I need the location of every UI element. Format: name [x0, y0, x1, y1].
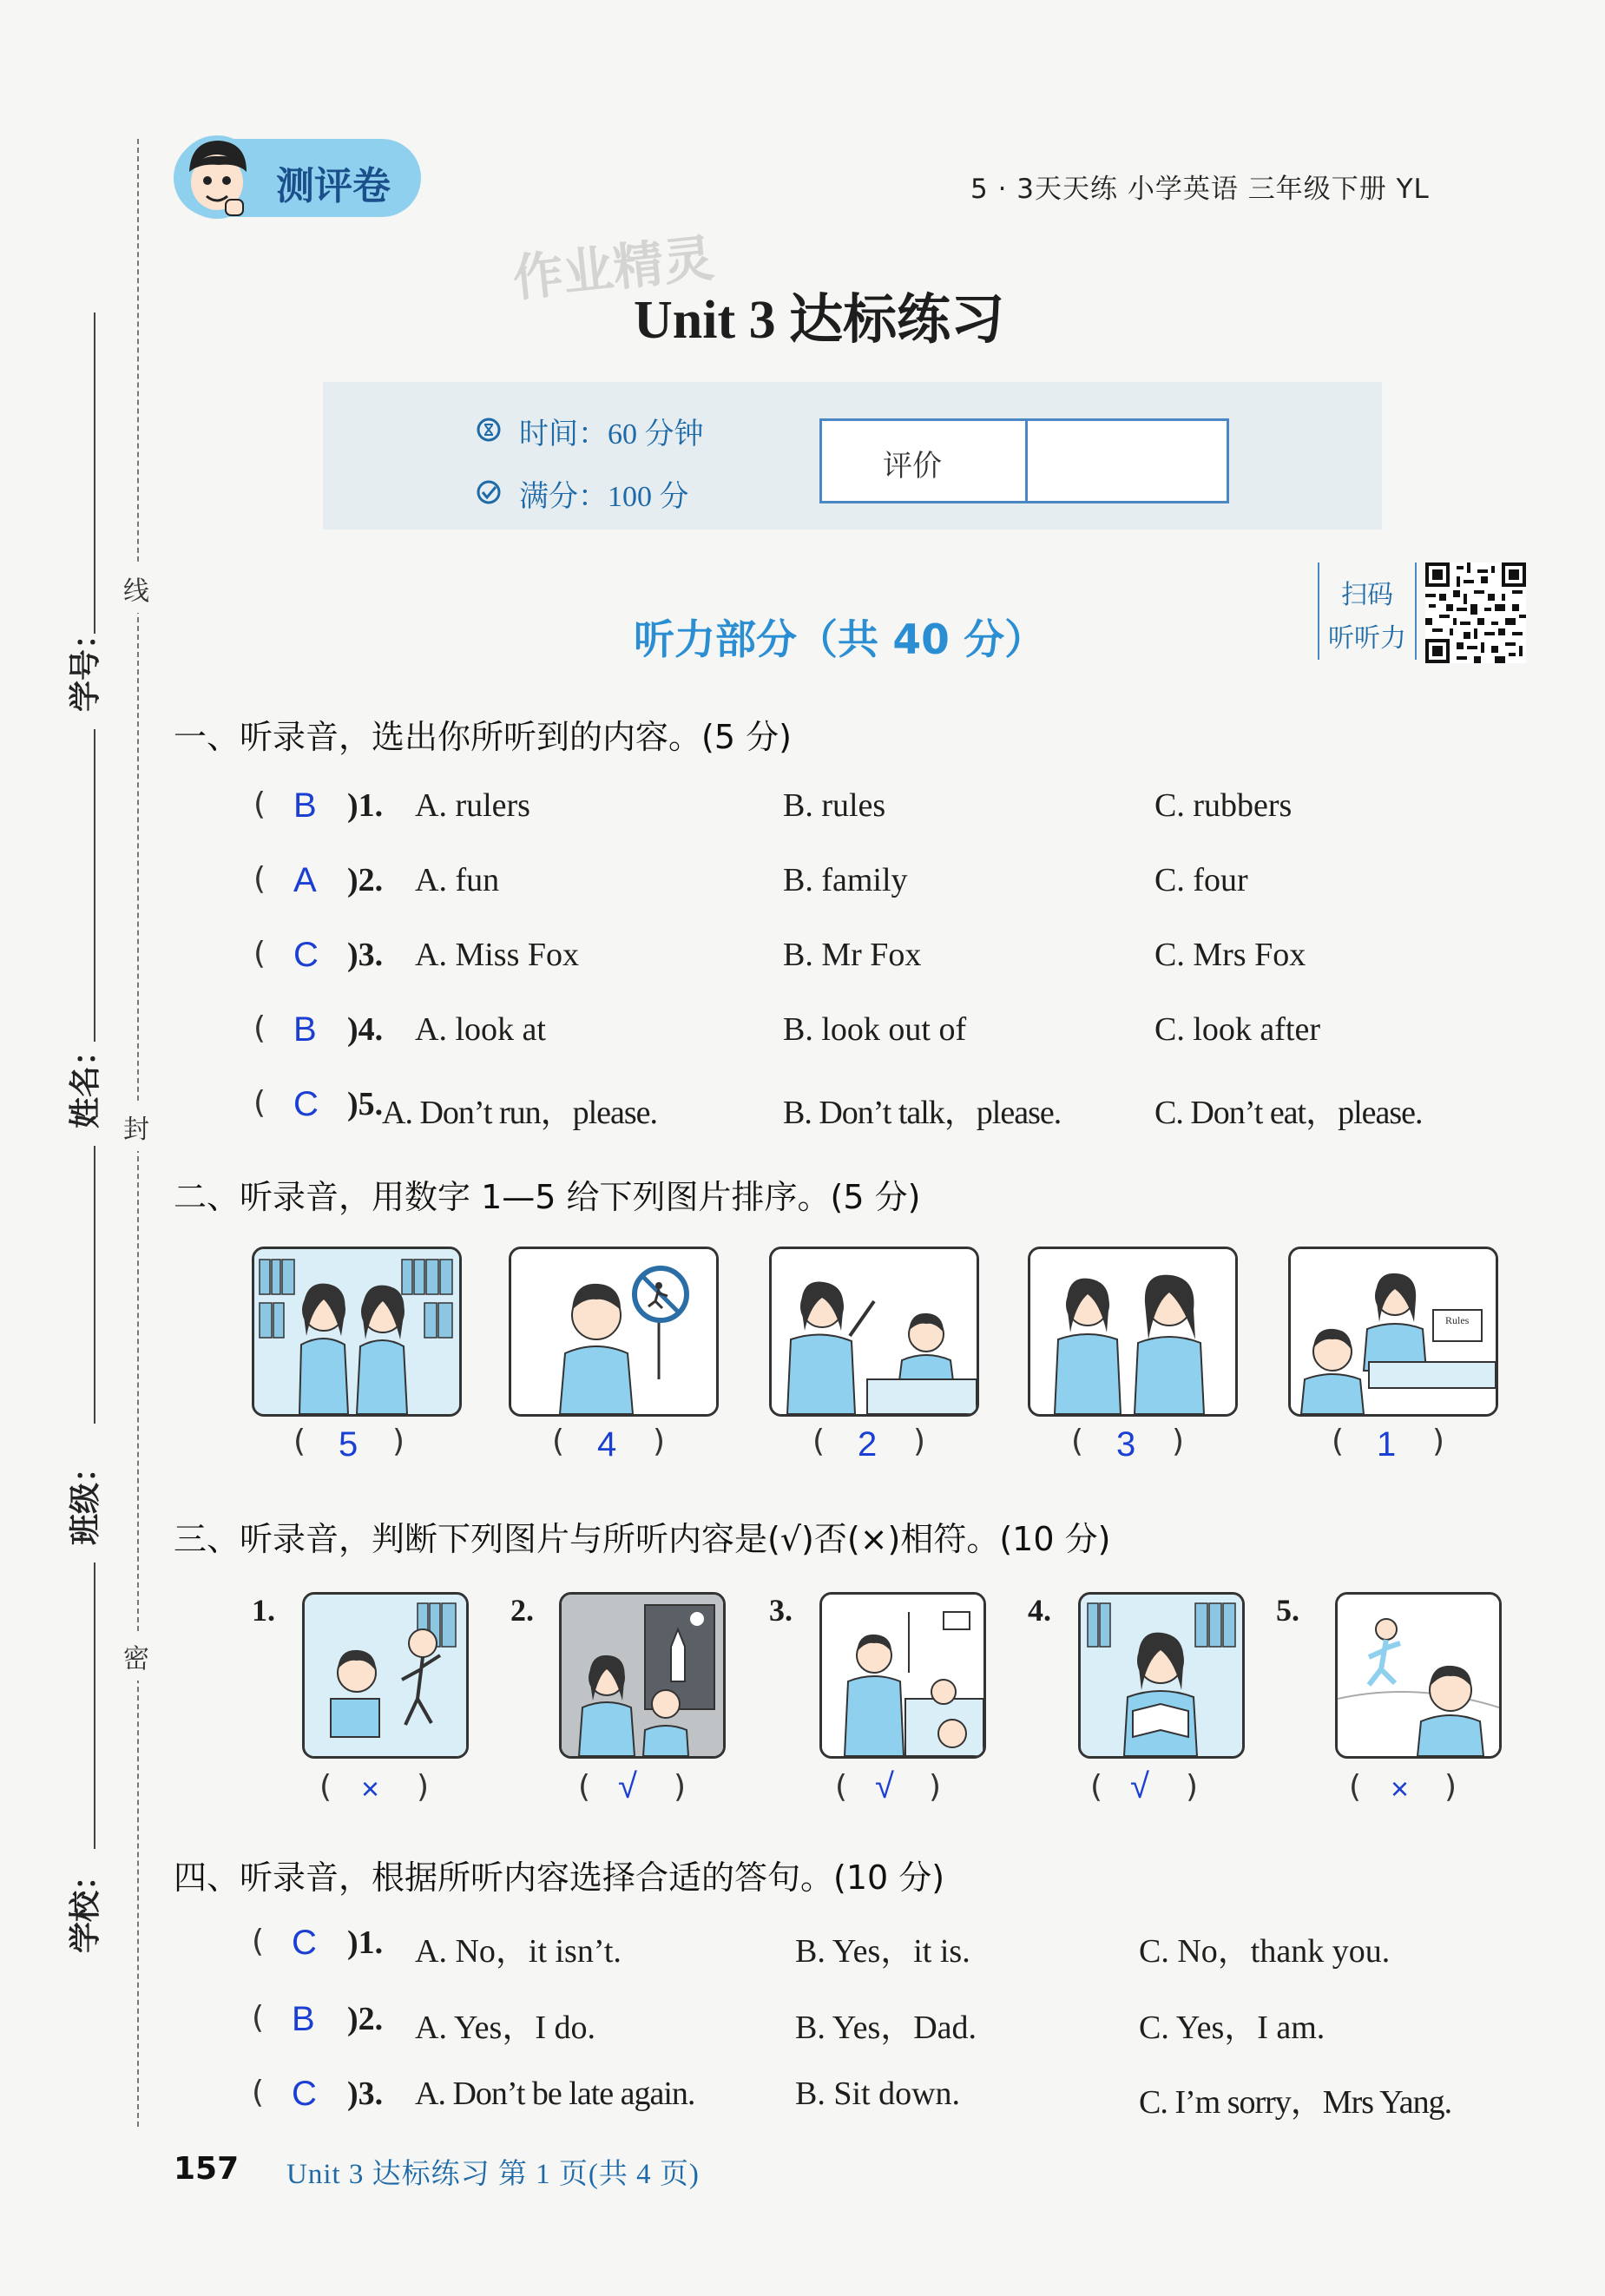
- option-c: C. look after: [1154, 1011, 1321, 1048]
- option-c: C. Don’t eat，please.: [1154, 1095, 1423, 1131]
- option-a: A. Don’t be late again.: [415, 2076, 695, 2112]
- picture-space-shuttle-poster: [559, 1592, 726, 1759]
- order-answer[interactable]: 1: [1377, 1425, 1397, 1464]
- watermark: 作业精灵: [510, 228, 717, 308]
- option-c: C. Yes，I am.: [1139, 2010, 1325, 2046]
- judge-answer[interactable]: √: [875, 1767, 894, 1806]
- picture-boy-no-running-sign: [509, 1247, 719, 1417]
- page-title: Unit 3 达标练习: [634, 291, 1005, 350]
- answer-bracket: (: [253, 786, 266, 822]
- question-number: )1.: [347, 1924, 384, 1961]
- student-id-line[interactable]: [94, 312, 95, 634]
- part3-heading: 三、听录音，判断下列图片与所听内容是(√)否(×)相符。(10 分): [174, 1520, 1111, 1558]
- answer-bracket: (: [252, 2075, 265, 2110]
- order-answer[interactable]: 5: [339, 1425, 358, 1464]
- class-line[interactable]: [94, 1146, 95, 1424]
- answer-bracket: (: [253, 1010, 266, 1046]
- answer-bracket: ): [1432, 1424, 1445, 1459]
- answer-bracket: (: [835, 1769, 848, 1805]
- answer-bracket: ): [653, 1424, 666, 1459]
- answer-bracket: (: [1071, 1424, 1084, 1459]
- school-line[interactable]: [94, 1562, 95, 1849]
- question-number: )3.: [347, 2076, 384, 2112]
- question-number: )1.: [347, 787, 384, 824]
- qr-code-icon[interactable]: [1425, 562, 1526, 663]
- answer-blank[interactable]: C: [293, 1085, 319, 1123]
- part2-heading: 二、听录音，用数字 1—5 给下列图片排序。(5 分): [174, 1178, 921, 1216]
- option-b: B. Sit down.: [795, 2076, 961, 2112]
- footer-caption: Unit 3 达标练习 第 1 页(共 4 页): [286, 2159, 700, 2190]
- question-number: )3.: [347, 937, 384, 973]
- question-number: )2.: [347, 2001, 384, 2037]
- picture-number: 1.: [252, 1593, 275, 1628]
- option-a: A. Yes，I do.: [415, 2010, 595, 2046]
- answer-bracket: ): [1444, 1769, 1457, 1805]
- picture-library-girls: [252, 1247, 462, 1417]
- answer-blank[interactable]: C: [293, 936, 319, 974]
- option-c: C. Mrs Fox: [1154, 937, 1306, 973]
- answer-bracket: (: [253, 936, 266, 971]
- picture-number: 3.: [769, 1593, 793, 1628]
- page-number: 157: [174, 2151, 240, 2187]
- answer-bracket: ): [1186, 1769, 1199, 1805]
- answer-bracket: ): [929, 1769, 942, 1805]
- answer-bracket: ): [392, 1424, 405, 1459]
- answer-bracket: (: [1349, 1769, 1362, 1805]
- part4-heading: 四、听录音，根据所听内容选择合适的答句。(10 分): [174, 1859, 945, 1897]
- picture-classroom-rules: [1288, 1247, 1498, 1417]
- order-answer[interactable]: 4: [597, 1425, 617, 1464]
- answer-blank[interactable]: B: [293, 786, 317, 825]
- answer-bracket: (: [252, 1924, 265, 1959]
- part1-heading: 一、听录音，选出你所听到的内容。(5 分): [174, 718, 792, 756]
- option-c: C. I’m sorry，Mrs Yang.: [1139, 2084, 1452, 2121]
- series-info: 5 · 3天天练 小学英语 三年级下册 YL: [970, 174, 1430, 205]
- class-label: 班级：: [68, 1451, 103, 1545]
- answer-bracket: (: [253, 1085, 266, 1121]
- answer-blank[interactable]: C: [292, 1924, 317, 1962]
- option-b: B. family: [783, 862, 908, 898]
- option-b: B. Yes，it is.: [795, 1933, 970, 1970]
- option-a: A. Miss Fox: [415, 937, 579, 973]
- judge-answer[interactable]: ×: [361, 1771, 380, 1806]
- option-a: A. Don’t run，please.: [382, 1095, 658, 1131]
- check-icon: [476, 479, 502, 505]
- picture-two-girls-talking: [1028, 1247, 1238, 1417]
- answer-bracket: (: [578, 1769, 591, 1805]
- option-c: C. four: [1154, 862, 1248, 898]
- answer-bracket: ): [913, 1424, 926, 1459]
- option-b: B. look out of: [783, 1011, 967, 1048]
- option-a: A. look at: [415, 1011, 546, 1048]
- rules-sign-text: Rules: [1445, 1314, 1470, 1326]
- answer-bracket: (: [253, 861, 266, 897]
- evaluation-label: 评价: [883, 451, 942, 483]
- option-c: C. rubbers: [1154, 787, 1293, 824]
- option-b: B. Mr Fox: [783, 937, 922, 973]
- answer-blank[interactable]: C: [292, 2075, 317, 2113]
- option-b: B. rules: [783, 787, 886, 824]
- picture-number: 5.: [1276, 1593, 1299, 1628]
- picture-reading-and-running: [302, 1592, 469, 1759]
- option-b: B. Yes，Dad.: [795, 2010, 977, 2046]
- question-number: )4.: [347, 1011, 384, 1048]
- name-label: 姓名：: [68, 1034, 103, 1128]
- picture-number: 2.: [510, 1593, 534, 1628]
- question-number: )2.: [347, 862, 384, 898]
- question-number: )5.: [347, 1086, 384, 1122]
- option-a: A. rulers: [415, 787, 530, 824]
- student-id-label: 学号：: [68, 617, 103, 712]
- evaluation-box: [819, 418, 1229, 503]
- answer-bracket: ): [417, 1769, 430, 1805]
- answer-bracket: (: [252, 2000, 265, 2036]
- answer-bracket: (: [319, 1769, 332, 1805]
- cut-word-xian: 线: [123, 564, 149, 613]
- clock-icon: [476, 417, 502, 443]
- picture-number: 4.: [1028, 1593, 1051, 1628]
- picture-girl-reading-library: [1078, 1592, 1245, 1759]
- listening-section-title: 听力部分（共 40 分）: [634, 616, 1046, 664]
- answer-bracket: (: [1090, 1769, 1103, 1805]
- cut-word-mi: 密: [123, 1632, 149, 1681]
- option-a: A. fun: [415, 862, 500, 898]
- picture-hospital-nurse: [819, 1592, 986, 1759]
- evaluation-divider: [1025, 421, 1028, 501]
- answer-bracket: (: [812, 1424, 826, 1459]
- answer-blank[interactable]: B: [293, 1010, 317, 1049]
- answer-bracket: (: [293, 1424, 306, 1459]
- order-answer[interactable]: 3: [1116, 1425, 1136, 1464]
- answer-bracket: ): [674, 1769, 687, 1805]
- name-line[interactable]: [94, 729, 95, 1042]
- answer-blank[interactable]: B: [292, 2000, 315, 2038]
- judge-answer[interactable]: √: [618, 1767, 637, 1806]
- answer-bracket: (: [1332, 1424, 1345, 1459]
- cut-word-feng: 封: [123, 1102, 149, 1151]
- scan-label-bottom: 听听力: [1328, 624, 1406, 653]
- option-c: C. No，thank you.: [1139, 1933, 1391, 1970]
- option-a: A. No，it isn’t.: [415, 1933, 622, 1970]
- answer-bracket: (: [552, 1424, 565, 1459]
- judge-answer[interactable]: √: [1130, 1767, 1149, 1806]
- picture-teacher-and-boy-writing: [769, 1247, 979, 1417]
- mascot-icon: [174, 132, 260, 222]
- option-b: B. Don’t talk，please.: [783, 1095, 1062, 1131]
- full-score: 满分：100 分: [519, 481, 689, 513]
- school-label: 学校：: [68, 1859, 103, 1953]
- time-limit: 时间：60 分钟: [519, 418, 704, 451]
- judge-answer[interactable]: ×: [1391, 1771, 1410, 1806]
- order-answer[interactable]: 2: [858, 1425, 878, 1464]
- answer-bracket: ): [1172, 1424, 1185, 1459]
- answer-blank[interactable]: A: [293, 861, 317, 899]
- picture-kids-running: [1335, 1592, 1502, 1759]
- scan-label-top: 扫码: [1341, 581, 1393, 609]
- test-paper-badge-text: 测评卷: [276, 164, 391, 208]
